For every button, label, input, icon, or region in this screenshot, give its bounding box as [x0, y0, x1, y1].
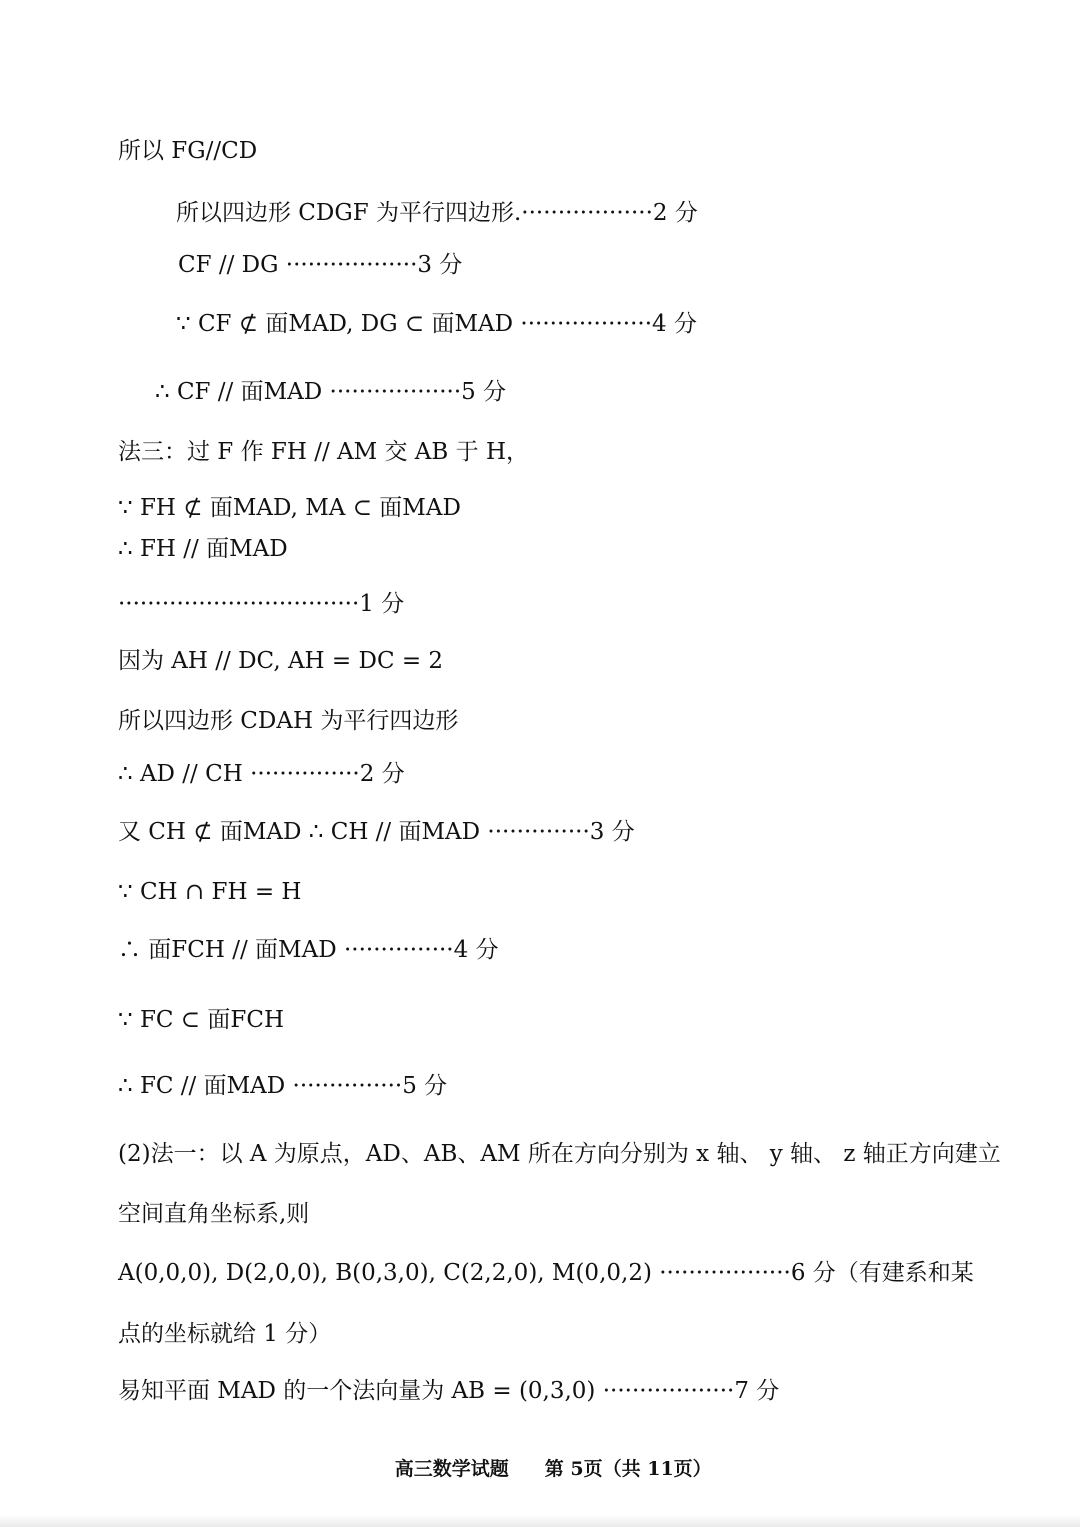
solution-line-20: A(0,0,0), D(2,0,0), B(0,3,0), C(2,2,0), M(0,0,2) ··················6 分（有建系和某 — [118, 1260, 974, 1286]
solution-line-11: 所以四边形 CDAH 为平行四边形 — [118, 708, 459, 734]
solution-line-17: ∴ FC // 面MAD ···············5 分 — [118, 1073, 448, 1099]
solution-line-1: 所以 FG//CD — [118, 138, 258, 164]
solution-line-21: 点的坐标就给 1 分） — [118, 1321, 332, 1347]
solution-line-4: ∵ CF ⊄ 面MAD, DG ⊂ 面MAD ··················4 分 — [176, 311, 697, 337]
solution-line-22: 易知平面 MAD 的一个法向量为 AB = (0,3,0) ··················7 分 — [118, 1378, 780, 1404]
solution-line-9: ·································1 分 — [118, 591, 405, 617]
footer-subject: 高三数学试题 — [394, 1458, 509, 1480]
solution-line-18: (2)法一：以 A 为原点，AD、AB、AM 所在方向分别为 x 轴、 y 轴、 z 轴正方向建立 — [118, 1141, 1001, 1167]
solution-line-3: CF // DG ··················3 分 — [178, 252, 463, 278]
solution-line-5: ∴ CF // 面MAD ··················5 分 — [155, 379, 507, 405]
solution-line-2: 所以四边形 CDGF 为平行四边形.··················2 分 — [176, 200, 698, 226]
page-footer — [0, 1432, 1080, 1503]
footer-page-number: 第 5页（共 11页） — [544, 1458, 712, 1480]
solution-line-8: ∴ FH // 面MAD — [118, 536, 288, 562]
solution-line-10: 因为 AH // DC, AH = DC = 2 — [118, 648, 444, 674]
scan-edge — [0, 1515, 1080, 1527]
solution-line-7: ∵ FH ⊄ 面MAD, MA ⊂ 面MAD — [118, 495, 461, 521]
solution-line-13: 又 CH ⊄ 面MAD ∴ CH // 面MAD ··············3 分 — [118, 819, 635, 845]
solution-line-15: ∴ 面FCH // 面MAD ···············4 分 — [118, 937, 499, 963]
solution-line-19: 空间直角坐标系,则 — [118, 1201, 310, 1227]
solution-line-14: ∵ CH ∩ FH = H — [118, 879, 302, 905]
solution-line-16: ∵ FC ⊂ 面FCH — [118, 1007, 285, 1033]
solution-line-12: ∴ AD // CH ···············2 分 — [118, 761, 405, 787]
solution-line-6: 法三：过 F 作 FH // AM 交 AB 于 H， — [118, 439, 530, 465]
